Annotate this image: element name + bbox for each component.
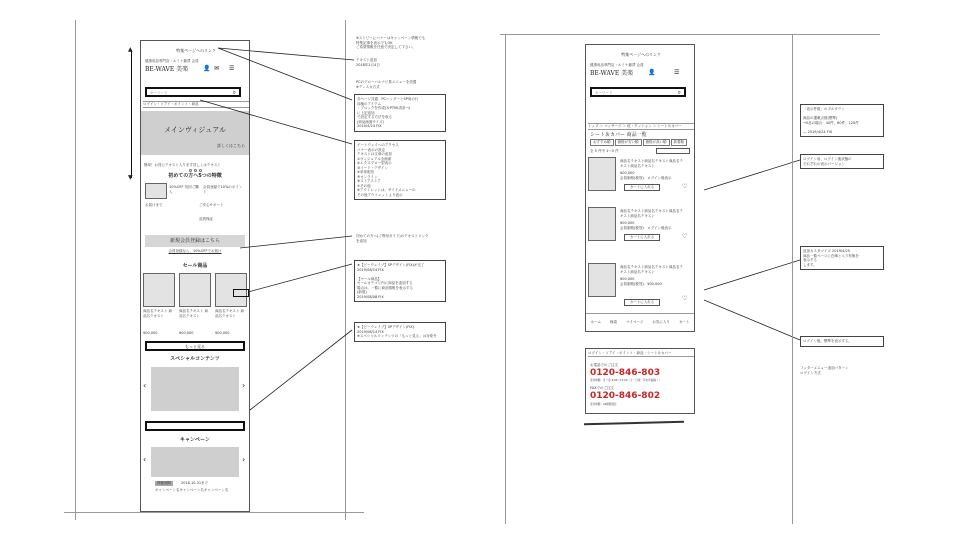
product-name[interactable]: 商品名テキスト商品名テキスト商品名テキスト商品名テキスト	[620, 209, 683, 218]
feature-item-1: 10%OFF 初回ご購入	[169, 185, 199, 194]
note-login-version: ログイン前、ログイン後状態の それぞれの表示バージョン	[800, 154, 884, 169]
tab-price-low[interactable]: 価格が安い順	[615, 139, 642, 146]
mail-icon[interactable]: ✉	[214, 65, 220, 72]
arrow-down-icon: ▼	[128, 174, 133, 181]
next-arrow-icon[interactable]: ›	[242, 381, 246, 390]
campaign-title: キャンペーン	[180, 437, 210, 443]
heart-icon[interactable]: ♡	[682, 295, 688, 302]
note-footer-menu: フッターメニュー追加パターン ログイン方式	[800, 366, 849, 375]
member-price: 会員価格(税別)：ログイン後表示	[620, 176, 672, 180]
prev-arrow-icon[interactable]: ‹	[143, 455, 147, 464]
note-first-guide: 初めての方へ(ご利用ガイド)のテキストリンク を追加	[356, 234, 429, 243]
campaign-date: 2018.10.31まで	[181, 481, 209, 485]
logo[interactable]: BE-WAVE 美楽	[590, 70, 634, 77]
note-text-add: テキスト追加 2018年1月4日	[356, 58, 380, 67]
product-price: ¥00,000	[620, 277, 635, 281]
user-icon[interactable]: 👤	[203, 65, 211, 72]
sale-item-text[interactable]: 商品名テキスト 商品名テキスト	[179, 309, 209, 318]
main-visual-title: メインヴィジュアル	[163, 126, 227, 134]
nav-search[interactable]: 検索	[610, 320, 618, 325]
sale-item-price: ¥00,000	[179, 331, 194, 335]
tel-label: お電話でのご注文	[590, 363, 618, 367]
product-name[interactable]: 商品名テキスト商品名テキスト商品名テキスト商品名テキスト	[620, 159, 683, 168]
tab-price-high[interactable]: 価格が高い順	[643, 139, 670, 146]
search-input[interactable]: キーワード ⌕	[590, 87, 686, 97]
heart-icon[interactable]: ♡	[682, 183, 688, 190]
breadcrumb[interactable]: トップ ＞ マッサージ ＞ 枕・クッション ＞ シート＆カバー	[588, 123, 694, 130]
tab-new[interactable]: 新着順	[671, 139, 688, 146]
tel-number[interactable]: 0120-846-803	[590, 368, 661, 378]
heart-icon[interactable]: ♡	[682, 233, 688, 240]
add-to-cart-button[interactable]: カートに入れる	[624, 299, 660, 306]
footer-nav	[586, 313, 694, 331]
nav-cart[interactable]: カート	[678, 320, 690, 325]
logo[interactable]: BE-WAVE 美楽	[145, 66, 189, 73]
register-link[interactable]: 会員登録なら、10%OFFでお届け	[168, 249, 222, 253]
fax-label: FAXでのご注文	[590, 386, 614, 390]
register-banner[interactable]: 新規会員登録はこちら	[145, 235, 245, 247]
campaign-badge: 開催期間	[157, 481, 171, 485]
note-sale: ★【ビーウェイブ】SPデザイン(FIX)が完了 2019/08/14 FIX 【セール商品】 セールカテゴリ内に商品を追加する 場合は、一覧に商品情報を表示する (新規) 2019/08/08 FIX	[354, 260, 446, 302]
note-global-nav: PCのグローバルナビ系メニューを設置 ※ディスカ方式	[356, 80, 417, 89]
product-price: ¥00,000	[620, 221, 635, 225]
feature-item-2: 会員登録で10%のポイント	[203, 185, 243, 194]
tagline: 健康用品専門店・ルミナ雑貨 会員	[590, 63, 644, 67]
sp-mock-category-page	[585, 44, 695, 332]
note-common-pages: 各ページ共通：PCヘッダーとSP用の行 同様のアイテム ・ブロックを作成(＆PTML設計→) に上記追加 で設定する方法を取る (商品画面サイズ) 2019/4/24 FIX	[354, 94, 446, 132]
add-to-cart-button[interactable]: カートに入れる	[624, 184, 660, 191]
sale-item-text[interactable]: 商品名テキスト 商品名テキスト	[215, 309, 245, 318]
features-title: 初めての方へ5つの特徴	[168, 173, 222, 179]
menu-icon[interactable]: ☰	[674, 69, 680, 76]
top-link[interactable]: 特集ページへのリンク	[176, 48, 216, 53]
next-arrow-icon[interactable]: ›	[242, 455, 246, 464]
tel-hours: 受付時間：月～金 9:00～17:00（土・日祝・年末年始除く）	[590, 379, 662, 382]
note-banner: ※ストピーにバナーはキャンペーン情報でも 特集記事を表示でもOK ご希望情報を任意で決定して下さい。	[356, 36, 426, 49]
search-icon[interactable]: ⌕	[677, 89, 681, 96]
tagline: 健康用品専門店・ルミナ雑貨 会員	[145, 59, 199, 63]
product-name[interactable]: 商品名テキスト商品名テキスト商品名テキスト商品名テキスト	[620, 265, 683, 274]
arrow-up-icon: ▲	[128, 46, 133, 53]
category-title: シート＆カバー 商品一覧	[590, 132, 647, 138]
breadcrumb[interactable]: ログイン・ソアイ・ポイント・商品・シート＆カバー	[588, 351, 694, 357]
product-image[interactable]	[588, 263, 616, 297]
nav-favorite[interactable]: お気に入り	[652, 320, 670, 325]
nav-mypage[interactable]: マイページ	[626, 320, 644, 325]
sort-tabs	[590, 139, 690, 146]
main-caption: 簡単！お得にテキスト入ります詳しくはテキスト	[144, 163, 221, 167]
nav-home[interactable]: ホーム	[590, 320, 601, 325]
sale-item-price: ¥00,000	[143, 331, 158, 335]
tab-recommend[interactable]: おすすめ順	[590, 139, 614, 146]
note-after-login: ログイン後、標準を表示する。	[800, 336, 884, 347]
note-per-page: 「表示件数」のプルダウン 商品の掲載点数(標準) →5品の場合：40件、60件、120件 — 2019/4/24 FIX	[800, 104, 884, 137]
add-to-cart-button[interactable]: カートに入れる	[624, 234, 660, 241]
note-stock: 追加カスタマイズ 2019/4/25 商品一覧ページに在庫と入り有無を 表示する します。	[800, 246, 884, 270]
campaign-text[interactable]: キャンペーン名キャンペーン名キャンペーン名	[155, 488, 229, 492]
sp-mock-footer	[585, 348, 695, 414]
member-price: 会員価格(税別)：ログイン後表示	[620, 226, 672, 230]
user-icon[interactable]: 👤	[648, 69, 656, 76]
top-link[interactable]: 特集ページへのリンク	[621, 52, 661, 57]
menu-icon[interactable]: ☰	[229, 65, 235, 72]
per-page-select[interactable]	[656, 148, 690, 154]
product-image[interactable]	[588, 207, 616, 241]
fax-number[interactable]: 0120-846-802	[590, 391, 661, 401]
feature-item-5: 品質保証	[199, 217, 213, 221]
special-title: スペシャルコンテンツ	[170, 356, 220, 362]
search-input[interactable]: キーワード ⌕	[145, 87, 241, 97]
sale-title: セール商品	[182, 263, 208, 269]
breadcrumb[interactable]: ログイン・ソアイ・ポイント・商品	[143, 101, 249, 108]
sale-item-price: ¥00,000	[215, 331, 230, 335]
result-count: 全 5 件中 1～5 件	[590, 149, 619, 153]
member-price: 会員価格(税別)：¥00,000	[620, 282, 662, 286]
note-special: ★【ビーウェイブ】SPデザイン(FIX) 2019/08/14 FIX ※スペシャルコンテンツの「もっと見る」は対象外	[354, 322, 446, 342]
feature-item-4: ご安心サポート	[199, 203, 224, 207]
product-image[interactable]	[588, 157, 616, 191]
more-button[interactable]: もっと見る	[145, 341, 245, 351]
sale-item-text[interactable]: 商品名テキスト 商品名テキスト	[143, 309, 173, 318]
search-icon[interactable]: ⌕	[232, 89, 236, 96]
product-price: ¥00,000	[620, 171, 635, 175]
feature-item-3: お届けまで	[145, 203, 163, 207]
fax-hours: 受付時間：24時間受付	[590, 403, 617, 406]
note-gateway: ゲートウェイへのアクセス バナー表示の設定 テキストは文章の追加 ①ヴィジュアル全画面 ②エクスプロー型表示 ③コード・デザイン ④単体配信 ⑤オンライン ⑥ストアストア ⑦その他 ※アウトレットは、サイドメニューの その他アウトレットより表示	[354, 140, 446, 200]
prev-arrow-icon[interactable]: ‹	[143, 381, 147, 390]
main-visual-link[interactable]: 詳しくはこちら	[217, 143, 245, 148]
